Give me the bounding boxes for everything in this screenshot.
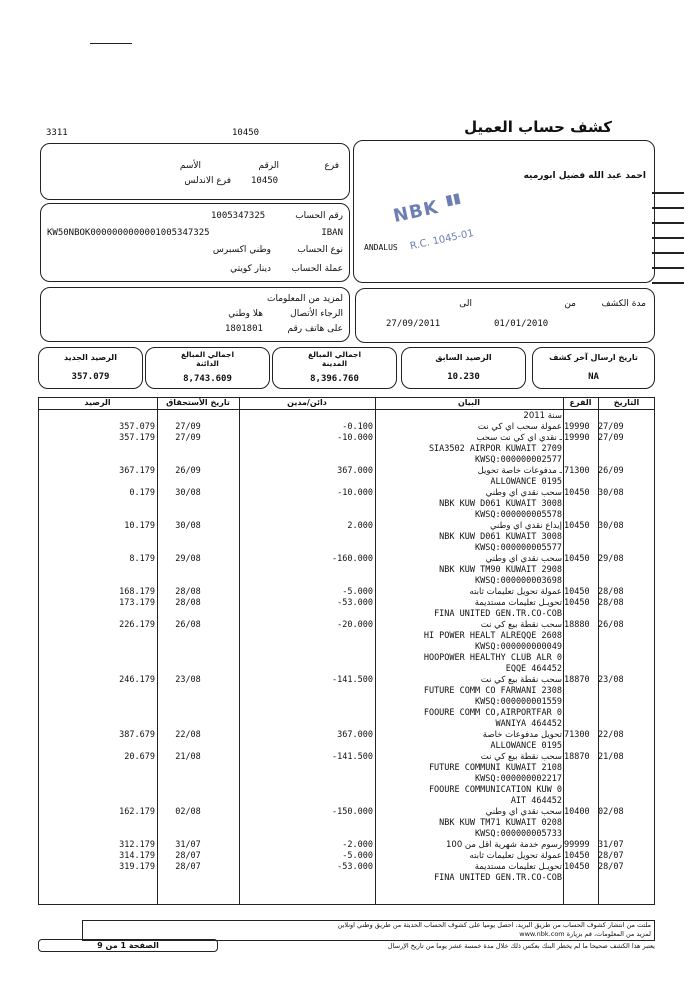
omr-mark [652,207,684,209]
top-mark [90,43,132,44]
row-description: سحب نقطة بيع كي نت [480,675,562,685]
period-label: مدة الكشف [601,299,646,309]
table-row [0,521,700,532]
table-row [0,862,700,873]
iban-value: KW50NBOK0000000000001005347325 [47,228,210,238]
total-debit-value: 8,396.760 [310,374,359,384]
table-row [0,499,700,510]
row-description: رسوم خدمة شهرية اقل من 100 [446,840,562,850]
row-amount: -150.000 [332,807,373,817]
row-description: FINA UNITED GEN.TR.CO-COB [434,873,562,883]
table-row [0,631,700,642]
row-balance: 10.179 [124,521,155,531]
row-amount: -10.000 [337,433,373,443]
row-description: تحويـل تعليمات مستديمة [474,862,562,872]
row-description: عمولة تحويل تعليمات ثابته [469,851,562,861]
row-description: ALLOWANCE 0195 [490,741,562,751]
row-date: 28/07 [598,862,624,872]
row-date: 29/08 [598,554,624,564]
row-description: KWSQ:000000005733 [475,829,562,839]
stamp-bank: NBK [391,196,441,227]
header-balance: الرصيد [84,398,111,407]
table-row [0,510,700,521]
header-description: البيان [457,398,481,407]
branch-label: فرع [324,161,339,171]
row-balance: 20.679 [124,752,155,762]
new-balance-box [38,347,143,389]
page-number: الصفحة 1 من 9 [97,941,159,950]
table-row [0,466,700,477]
row-balance: 357.179 [119,433,155,443]
row-date: 02/08 [598,807,624,817]
table-row [0,741,700,752]
row-balance: 246.179 [119,675,155,685]
row-due-date: 27/09 [175,422,201,432]
row-description: AIT 464452 [510,796,562,806]
row-due-date: 31/07 [175,840,201,850]
table-row [0,455,700,466]
row-branch: 18870 [564,675,590,685]
row-description: إيداع نقدي آي وطني [489,521,562,531]
row-description: KWSQ:000000002577 [475,455,562,465]
row-description: NBK KUW TM71 KUWAIT 0208 [439,818,562,828]
omr-mark [652,222,684,224]
table-row [0,752,700,763]
row-description: ـ نقدي آي كي نت سحب [476,433,562,443]
row-branch: 10450 [564,598,590,608]
row-amount: -5.000 [342,587,373,597]
table-row [0,653,700,664]
row-amount: -2.000 [342,840,373,850]
table-row [0,851,700,862]
table-row [0,587,700,598]
row-description: EQQE 464452 [505,664,562,674]
iban-label: IBAN [321,228,343,238]
total-debit-label: اجمالي المبالغ المدينة [307,350,362,368]
footer-note-line2: لمزيد من المعلومات، قم بزيارة www.nbk.com [519,930,651,938]
row-description: عمولة تحويل تعليمات ثابته [469,587,562,597]
more-info-label: لمزيد من المعلومات [267,294,343,304]
row-date: 22/08 [598,730,624,740]
table-row [0,444,700,455]
account-box [40,203,350,282]
row-description: ALLOWANCE 0195 [490,477,562,487]
phone-label: على هاتف رقم [287,324,343,334]
row-date: 31/07 [598,840,624,850]
row-description: سحب نقطة بيع كي نت [480,620,562,630]
row-amount: -141.500 [332,675,373,685]
header-due-date: تاريخ الأستحقاق [166,398,230,407]
row-due-date: 30/08 [175,488,201,498]
row-branch: 71300 [564,730,590,740]
row-balance: 357.079 [119,422,155,432]
table-row [0,664,700,675]
row-branch: 99999 [564,840,590,850]
table-row [0,642,700,653]
row-balance: 168.179 [119,587,155,597]
currency-label: عملة الحساب [291,264,343,274]
row-description: عمولة سحب آي كي نت [477,422,562,432]
row-description: سنة 2011 [523,411,562,421]
row-balance: 314.179 [119,851,155,861]
row-description: سحب نقطة بيع كي نت [480,752,562,762]
row-description: سحب نقدي آي وطني [485,488,562,498]
table-row [0,763,700,774]
header-branch: الفرع [569,398,592,407]
row-amount: -20.000 [337,620,373,630]
row-balance: 367.179 [119,466,155,476]
table-row [0,609,700,620]
new-balance-value: 357.079 [71,372,110,382]
row-branch: 10450 [564,554,590,564]
contact-label: الرجاء الأتصال [290,309,343,319]
row-date: 30/08 [598,488,624,498]
row-description: سحب نقدي آي وطني [485,554,562,564]
customer-name: احمد عبد الله فضيل ابورميه [523,171,646,181]
table-row [0,554,700,565]
table-row [0,598,700,609]
row-balance: 162.179 [119,807,155,817]
table-row [0,576,700,587]
row-balance: 387.679 [119,730,155,740]
row-amount: -160.000 [332,554,373,564]
row-branch: 10450 [564,521,590,531]
row-description: KWSQ:000000005578 [475,510,562,520]
currency-value: دينار كويتي [230,264,271,274]
omr-mark [652,252,684,254]
row-description: KWSQ:000000003698 [475,576,562,586]
table-row [0,807,700,818]
row-description: تحويـل تعليمات مستديمة [474,598,562,608]
row-date: 28/07 [598,851,624,861]
contact-value: هلا وطني [228,309,263,319]
row-balance: 319.179 [119,862,155,872]
row-date: 26/09 [598,466,624,476]
row-description: NBK KUW D061 KUWAIT 3008 [439,499,562,509]
row-description: NBK KUW TM90 KUWAIT 2908 [439,565,562,575]
address-line: ANDALUS [364,243,398,252]
table-row [0,785,700,796]
ref-center: 10450 [232,128,260,138]
account-type-label: نوع الحساب [297,245,343,255]
row-date: 27/09 [598,422,624,432]
row-amount: -5.000 [342,851,373,861]
table-row [0,730,700,741]
table-row [0,774,700,785]
row-due-date: 30/08 [175,521,201,531]
table-row [0,873,700,884]
row-amount: -0.100 [342,422,373,432]
row-due-date: 28/08 [175,598,201,608]
row-description: تحويل مدفوعات خاصة [482,730,562,740]
table-row [0,818,700,829]
phone-value: 1801801 [225,324,263,334]
table-row [0,796,700,807]
last-sent-label: تاريخ ارسال آخر كشف [549,353,638,362]
row-description: FUTURE COMMUNI KUWAIT 2108 [428,763,562,773]
header-amount: دائن/مدين [287,398,327,407]
row-amount: -53.000 [337,862,373,872]
row-amount: 367.000 [337,730,373,740]
footer-note-box [82,920,655,941]
to-label: الى [459,299,472,309]
row-branch: 10450 [564,851,590,861]
branch-box [40,143,350,200]
omr-mark [652,267,684,269]
row-due-date: 21/08 [175,752,201,762]
table-row [0,686,700,697]
row-due-date: 02/08 [175,807,201,817]
row-balance: 226.179 [119,620,155,630]
table-row [0,708,700,719]
omr-mark [652,237,684,239]
period-box [355,288,655,343]
row-amount: 2.000 [347,521,373,531]
row-amount: -53.000 [337,598,373,608]
row-due-date: 27/09 [175,433,201,443]
row-branch: 18870 [564,752,590,762]
table-row [0,477,700,488]
number-label: الرقم [258,161,279,171]
row-amount: -10.000 [337,488,373,498]
ref-left: 3311 [46,128,68,138]
header-date: التاريخ [613,398,640,407]
row-description: KWSQ:000000002217 [475,774,562,784]
total-credit-value: 8,743.609 [183,374,232,384]
row-branch: 10450 [564,488,590,498]
footer-note-line1: ملتت من انتشار كشوف الحساب من طريق البريد، احصل يوميا على كشوف الحساب الحديثة من طريق وطني اونلاين [337,921,651,929]
row-due-date: 28/07 [175,862,201,872]
row-due-date: 28/08 [175,587,201,597]
row-branch: 10450 [564,587,590,597]
row-description: NBK KUW D061 KUWAIT 3008 [439,532,562,542]
row-amount: -141.500 [332,752,373,762]
table-row [0,543,700,554]
row-balance: 312.179 [119,840,155,850]
row-due-date: 28/07 [175,851,201,861]
row-due-date: 26/08 [175,620,201,630]
row-branch: 19990 [564,422,590,432]
row-description: KWSQ:000000005577 [475,543,562,553]
row-branch: 10400 [564,807,590,817]
from-label: من [564,299,576,309]
total-credit-box [145,347,270,389]
omr-mark [652,192,684,194]
row-description: FOOURE COMMUNICATION KUW 0 [428,785,562,795]
info-box [40,287,350,342]
account-number: 1005347325 [211,211,266,221]
row-description: FINA UNITED GEN.TR.CO-COB [434,609,562,619]
row-description: HOOPOWER HEALTHY CLUB ALR 0 [423,653,562,663]
stamp-logo: ▮▮ [443,190,463,209]
branch-name: فرع الاندلس [184,176,231,186]
table-row [0,840,700,851]
table-row [0,411,700,422]
table-row [0,719,700,730]
new-balance-label: الرصيد الجديد [64,353,117,362]
prev-balance-label: الرصيد السابق [435,353,492,362]
table-row [0,697,700,708]
row-branch: 10450 [564,862,590,872]
row-due-date: 26/09 [175,466,201,476]
table-row [0,829,700,840]
table-row [0,433,700,444]
row-balance: 173.179 [119,598,155,608]
row-balance: 0.179 [129,488,155,498]
omr-mark [652,282,684,284]
row-due-date: 29/08 [175,554,201,564]
table-row [0,488,700,499]
table-row [0,565,700,576]
row-date: 28/08 [598,598,624,608]
total-credit-label: اجمالي المبالغ الدائنة [180,350,235,368]
last-sent-value: NA [588,372,599,382]
footer-disclaimer: يعتبر هذا الكشف صحيحا ما لم يخطر البنك بعكس ذلك خلال مدة خمسة عشر يوما من تاريخ الإرسال [387,942,655,950]
table-row [0,620,700,631]
row-description: KWSQ:000000000049 [475,642,562,652]
last-statement-box [532,347,655,389]
row-branch: 19990 [564,433,590,443]
row-description: FUTURE COMM CO FARWANI 2308 [423,686,562,696]
row-date: 23/08 [598,675,624,685]
row-description: KWSQ:000000001559 [475,697,562,707]
prev-balance-value: 10.230 [447,372,480,382]
row-description: ـ مدفوعات خاصة تحويل [477,466,562,476]
total-debit-box [272,347,397,389]
page-number-box [38,939,218,952]
row-date: 28/08 [598,587,624,597]
name-label: الأسم [179,161,201,171]
table-row [0,532,700,543]
row-date: 30/08 [598,521,624,531]
row-amount: 367.000 [337,466,373,476]
row-description: FOOURE COMM CO,AIRPORTFAR 0 [423,708,562,718]
page-title: كشف حساب العميل [464,118,612,136]
from-date: 01/01/2010 [494,319,549,329]
table-row [0,422,700,433]
row-description: سحب نقدي آي وطني [485,807,562,817]
row-balance: 8.179 [129,554,155,564]
account-label: رقم الحساب [295,211,343,221]
row-description: SIA3502 AIRPOR KUWAIT 2709 [428,444,562,454]
stamp-code: R.C. 1045-01 [409,228,475,253]
row-date: 27/09 [598,433,624,443]
branch-number: 10450 [251,176,279,186]
row-branch: 71300 [564,466,590,476]
row-date: 26/08 [598,620,624,630]
row-due-date: 22/08 [175,730,201,740]
row-date: 21/08 [598,752,624,762]
table-row [0,675,700,686]
row-description: HI POWER HEALT ALREQQE 2608 [423,631,562,641]
account-type-value: وطني اكسبرس [212,245,271,255]
prev-balance-box [401,347,526,389]
row-due-date: 23/08 [175,675,201,685]
to-date: 27/09/2011 [386,319,441,329]
row-branch: 18880 [564,620,590,630]
row-description: WANIYA 464452 [495,719,562,729]
